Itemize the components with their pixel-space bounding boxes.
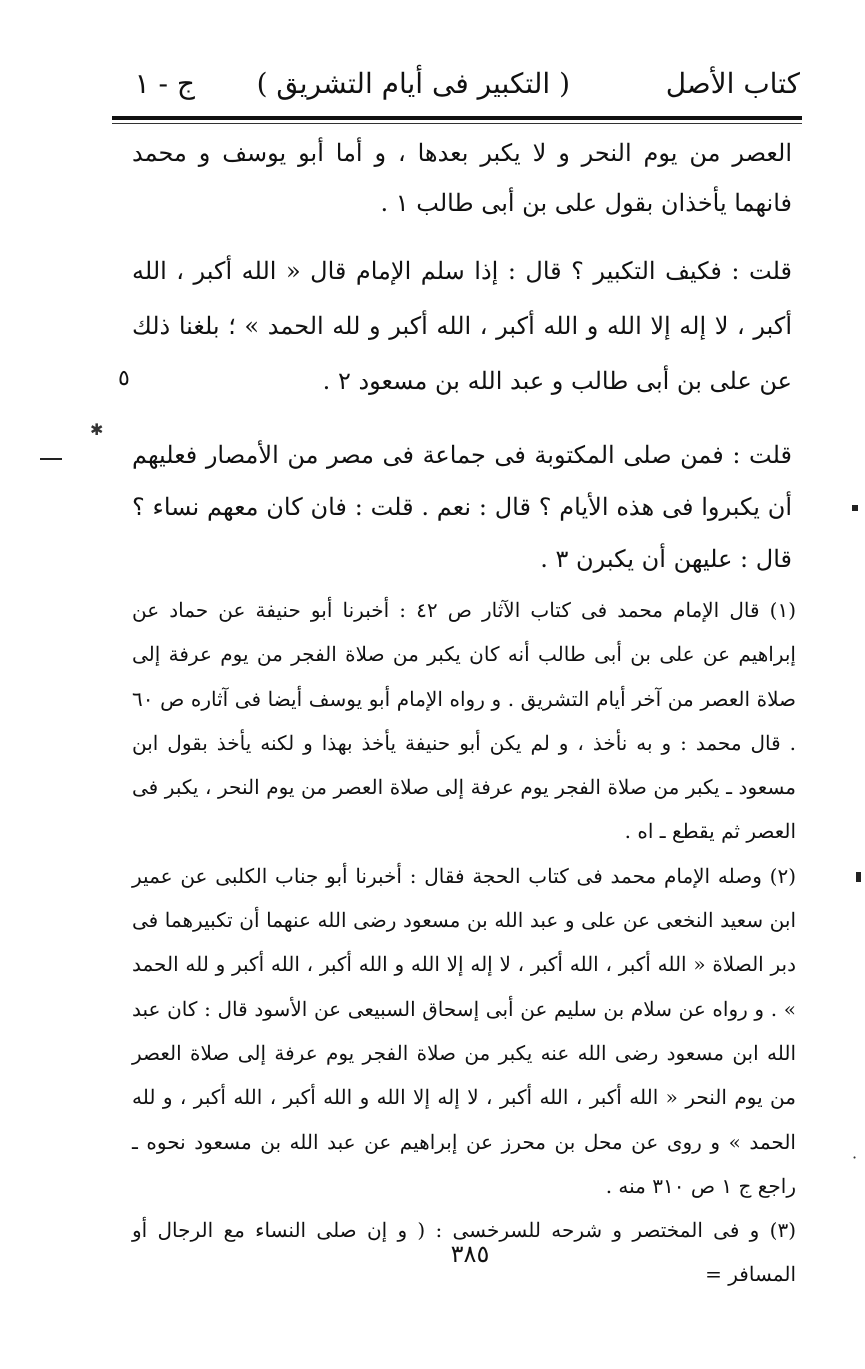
main-paragraph: قلت : فكيف التكبير ؟ قال : إذا سلم الإمام قال « الله أكبر ، الله أكبر ، لا إله إلا الله و الله أكبر ، الله أكبر و لله الحمد » ؛ بلغنا ذلك عن على بن أبى طالب و عبد الله بن مسعود ٢ . — [132, 257, 792, 395]
header-rule-thick — [112, 116, 802, 120]
footnote: (١) قال الإمام محمد فى كتاب الآثار ص ٤٢ : أخبرنا أبو حنيفة عن حماد عن إبراهيم عن على بن أبى طالب أنه كان يكبر من صلاة الفجر من يوم عرفة إلى صلاة العصر من آخر أيام التشريق . و رواه الإمام أبو يوسف أيضا فى آثاره ص ٦٠ . قال محمد : و به نأخذ ، و لم يكن أبو حنيفة يأخذ بهذا و لكنه يأخذ بقول ابن مسعود ـ يكبر من صلاة الفجر يوم عرفة إلى صلاة العصر من يوم النحر ، يكبر فى العصر ثم يقطع ـ اه . — [132, 598, 796, 844]
chapter-title: ( التكبير فى أيام التشريق ) — [256, 67, 570, 100]
footnotes — [132, 588, 796, 1297]
main-paragraph: العصر من يوم النحر و لا يكبر بعدها ، و أما أبو يوسف و محمد فانهما يأخذان بقول على بن أبى طالب ١ . — [132, 139, 792, 217]
edge-speck-mark — [852, 505, 858, 511]
volume-indicator: ج - ١ — [134, 67, 195, 100]
footnote: (٣) و فى المختصر و شرحه للسرخسى : ( و إن صلى النساء مع الرجال أو المسافر = — [132, 1218, 796, 1287]
running-header — [110, 58, 800, 114]
page-number: ٣٨٥ — [450, 1240, 490, 1268]
edge-speck-mark: · — [852, 1148, 858, 1167]
margin-dash-mark — [40, 458, 62, 460]
margin-line-number: ٥ — [118, 366, 130, 391]
main-text — [132, 128, 792, 585]
margin-speck-mark: ✱ — [90, 420, 104, 439]
header-rule-thin — [112, 123, 802, 124]
main-paragraph: قلت : فمن صلى المكتوبة فى جماعة فى مصر من الأمصار فعليهم أن يكبروا فى هذه الأيام ؟ قال : نعم . قلت : فان كان معهم نساء ؟ قال : عليهن أن يكبرن ٣ . — [132, 441, 792, 573]
edge-speck-mark — [856, 872, 861, 882]
footnote: (٢) وصله الإمام محمد فى كتاب الحجة فقال : أخبرنا أبو جناب الكلبى عن عمير ابن سعيد النخعى عن على و عبد الله بن مسعود رضى الله عنهما أن تكبيرهما فى دبر الصلاة « الله أكبر ، الله أكبر ، لا إله إلا الله و الله أكبر ، الله أكبر و لله الحمد » . و رواه عن سلام بن سليم عن أبى إسحاق السبيعى عن الأسود قال : كان عبد الله ابن مسعود رضى الله عنه يكبر من صلاة الفجر يوم عرفة إلى صلاة العصر من يوم النحر « الله أكبر ، الله أكبر ، لا إله إلا الله و الله أكبر ، الله أكبر ، و لله الحمد » و روى عن محل بن محرز عن إبراهيم عن عبد الله بن مسعود نحوه ـ راجع ج ١ ص ٣١٠ منه . — [132, 863, 796, 1198]
book-title: كتاب الأصل — [665, 67, 800, 100]
